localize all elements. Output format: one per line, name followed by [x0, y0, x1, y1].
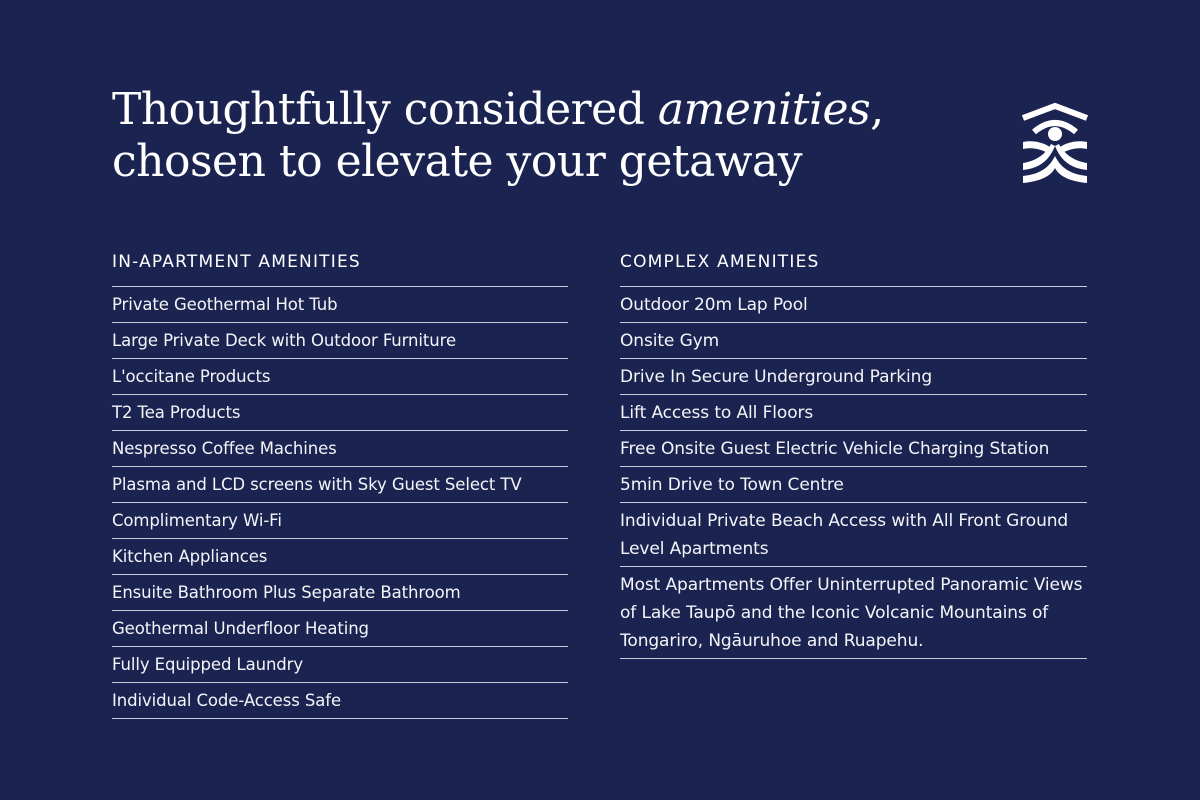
amenity-item: Kitchen Appliances: [112, 539, 568, 575]
in-apartment-list: [112, 287, 568, 719]
complex-amenities: [620, 250, 1087, 659]
geothermal-wave-logo-icon: [1020, 102, 1090, 184]
amenity-item: Onsite Gym: [620, 323, 1087, 359]
amenity-item: T2 Tea Products: [112, 395, 568, 431]
amenity-item: Nespresso Coffee Machines: [112, 431, 568, 467]
amenity-item: Geothermal Underfloor Heating: [112, 611, 568, 647]
amenity-item: Drive In Secure Underground Parking: [620, 359, 1087, 395]
amenity-item: 5min Drive to Town Centre: [620, 467, 1087, 503]
headline-emphasis: amenities: [657, 84, 871, 135]
headline-part-2: ,: [870, 84, 884, 135]
amenity-item: Outdoor 20m Lap Pool: [620, 287, 1087, 323]
amenity-item: L'occitane Products: [112, 359, 568, 395]
headline-line-2: chosen to elevate your getaway: [112, 136, 803, 187]
complex-title: COMPLEX AMENITIES: [620, 250, 1087, 287]
amenity-item: Ensuite Bathroom Plus Separate Bathroom: [112, 575, 568, 611]
amenity-item: Fully Equipped Laundry: [112, 647, 568, 683]
amenity-item: Lift Access to All Floors: [620, 395, 1087, 431]
amenity-item: Free Onsite Guest Electric Vehicle Charging Station: [620, 431, 1087, 467]
amenity-item: Individual Code-Access Safe: [112, 683, 568, 719]
amenity-item: Plasma and LCD screens with Sky Guest Select TV: [112, 467, 568, 503]
in-apartment-amenities: [112, 250, 568, 719]
complex-list: [620, 287, 1087, 659]
amenity-item: Private Geothermal Hot Tub: [112, 287, 568, 323]
amenity-item: Complimentary Wi-Fi: [112, 503, 568, 539]
page-headline: [112, 84, 992, 188]
in-apartment-title: IN-APARTMENT AMENITIES: [112, 250, 568, 287]
amenity-item: Large Private Deck with Outdoor Furniture: [112, 323, 568, 359]
headline-part-1: Thoughtfully considered: [112, 84, 658, 135]
amenity-item: Most Apartments Offer Uninterrupted Panoramic Views of Lake Taupō and the Iconic Volcanic Mountains of Tongariro, Ngāuruhoe and Ruapehu.: [620, 567, 1087, 659]
amenity-item: Individual Private Beach Access with All Front Ground Level Apartments: [620, 503, 1087, 567]
